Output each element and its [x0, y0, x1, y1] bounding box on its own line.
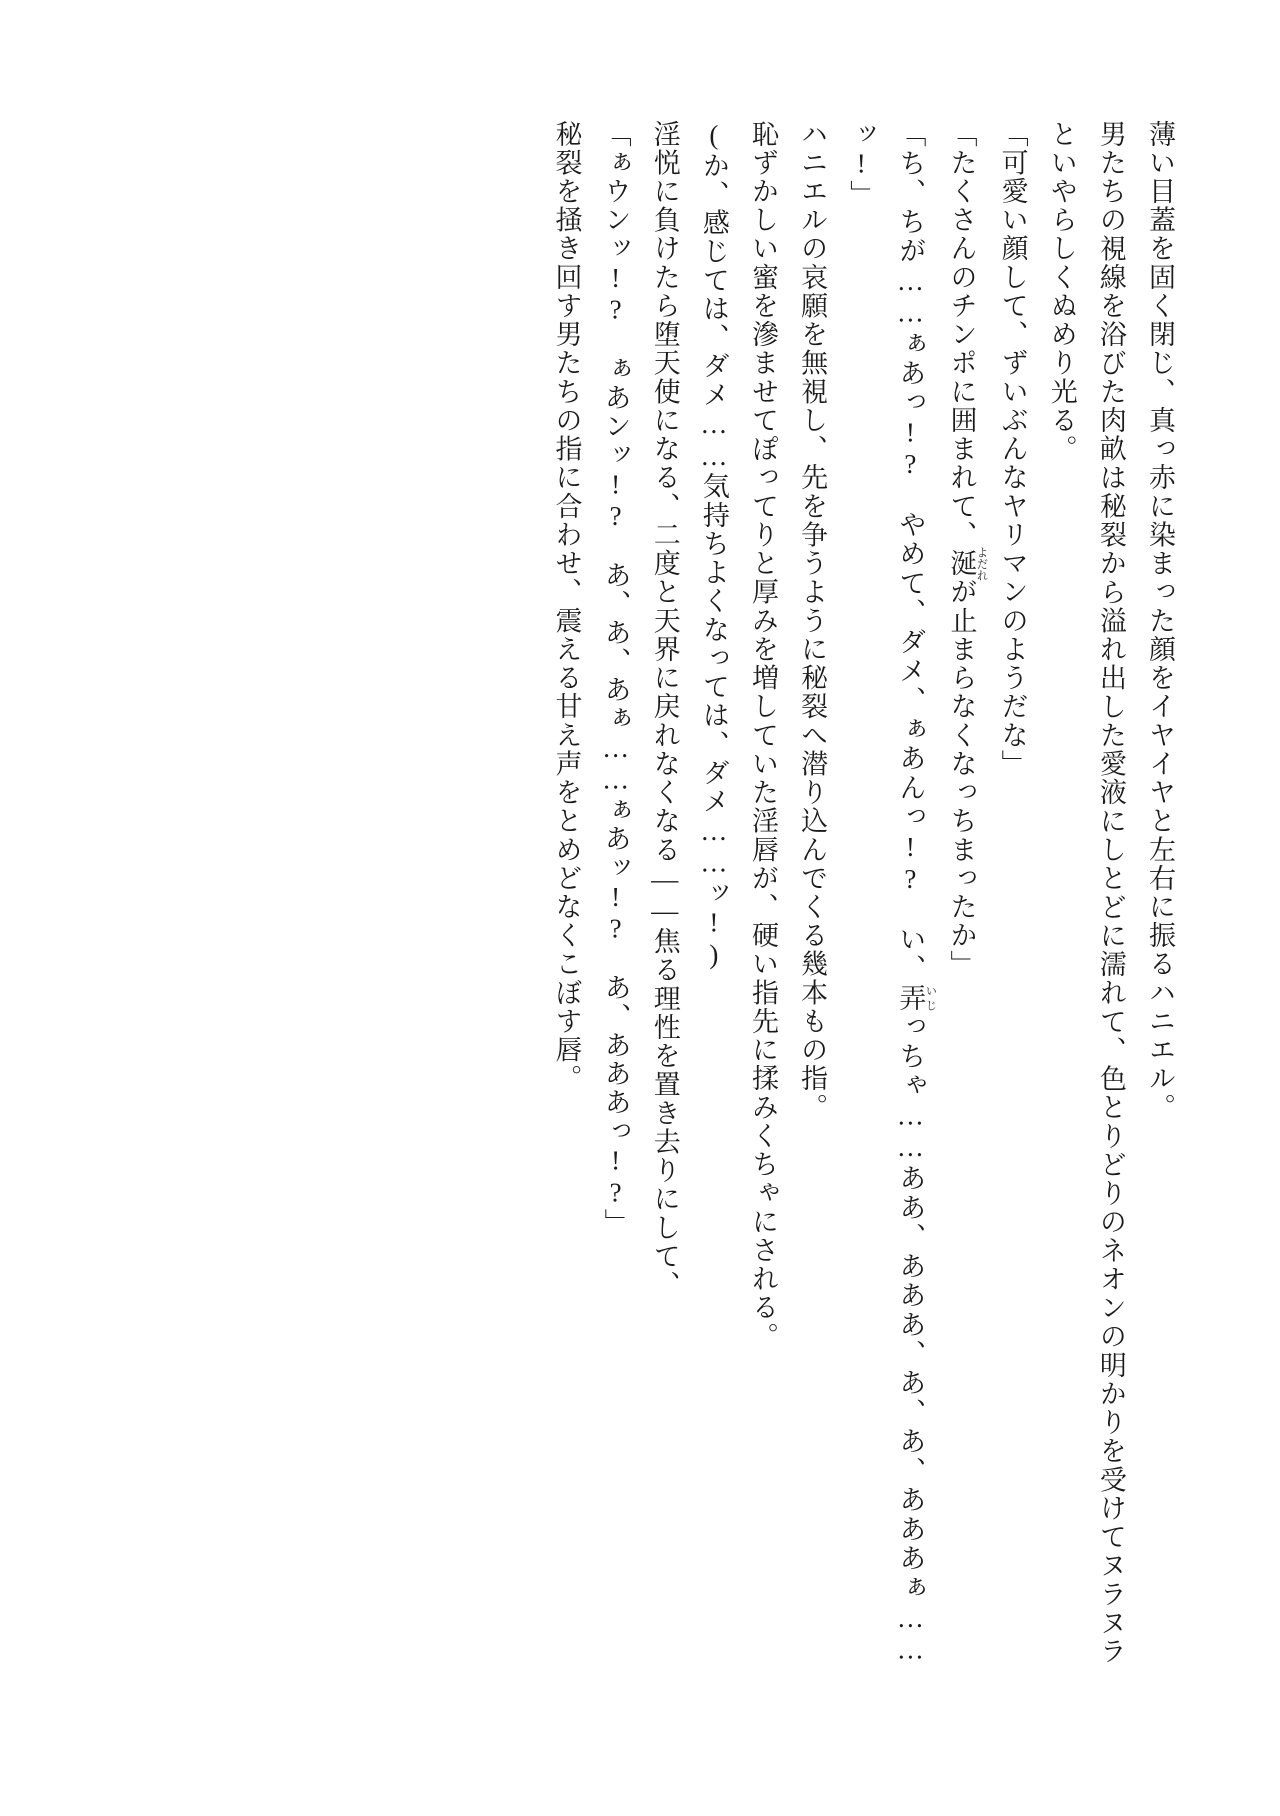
ruby-reading: いじ — [924, 983, 937, 1013]
paragraph: 「可愛い顔して、ずいぶんなヤリマンのようだな」 — [997, 120, 1028, 779]
ruby-reading: よだれ — [975, 546, 988, 581]
paragraph: 「ぁウンッ!? ぁあンッ!? あ、あ、あぁ……ぁあッ!? あ、あああっ!?」 — [600, 120, 631, 1238]
paragraph: 淫悦に負けたら堕天使になる、二度と天界に戻れなくなる——焦る理性を置き去りにして、 — [649, 120, 680, 1300]
ruby-yodare — [946, 546, 988, 581]
ruby-base: 涎 — [946, 546, 977, 581]
paragraph: 恥ずかしい蜜を滲ませてぽってりと厚みを増していた淫唇が、硬い指先に揉みくちゃにされる。 — [748, 120, 778, 1351]
vertical-text-body — [70, 120, 1184, 1666]
paragraph-with-ruby: 「たくさんのチンポに囲まれて、涎 よだれが止まらなくなっちまったか」 — [946, 120, 988, 979]
paragraph: 秘裂を掻き回す男たちの指に合わせ、震える甘え声をとめどなくこぼす唇。 — [551, 120, 582, 1094]
paragraph-with-ruby: 「ち、ちが……ぁあっ!? やめて、ダメ、ぁあんっ!? い、弄 いじっちゃ……ああ、あああ、あ、あ、あああぁ……ッ!」 — [846, 120, 937, 1666]
ruby-iji — [895, 983, 937, 1013]
ruby-base: 弄 — [895, 983, 926, 1013]
paragraph: (か、感じては、ダメ……気持ちよくなっては、ダメ……ッ!) — [698, 120, 729, 971]
paragraph: ハニエルの哀願を無視し、先を争うように秘裂へ潜り込んでくる幾本もの指。 — [797, 120, 828, 1122]
paragraph: 薄い目蓋を固く閉じ、真っ赤に染まった顔をイヤイヤと左右に振るハニエル。 — [1145, 120, 1175, 1122]
paragraph: 男たちの視線を浴びた肉畝は秘裂から溢れ出した愛液にしとどに濡れて、色とりどりのネオンの明かりを受けてヌラヌラといやらしくぬめり光る。 — [1046, 120, 1126, 1666]
